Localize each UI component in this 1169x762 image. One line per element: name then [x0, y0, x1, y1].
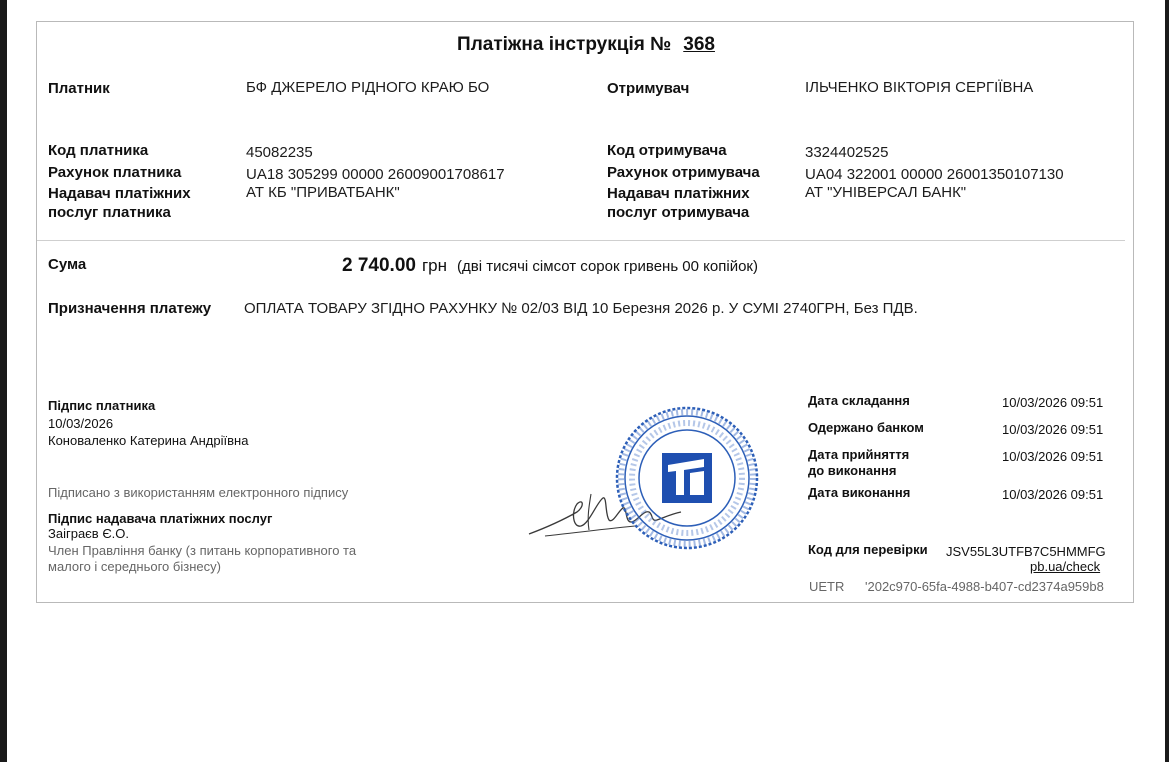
executed-date-label: Дата виконання — [808, 485, 911, 500]
recipient-code-value: 3324402525 — [805, 144, 889, 161]
payer-bank-value: АТ КБ "ПРИВАТБАНК" — [246, 184, 400, 201]
provider-role-line2: малого і середнього бізнесу) — [48, 559, 221, 574]
received-date-label: Одержано банком — [808, 420, 924, 435]
screen-edge-right — [1165, 0, 1169, 762]
e-signature-note: Підписано з використанням електронного підпису — [48, 485, 349, 500]
purpose-value: ОПЛАТА ТОВАРУ ЗГІДНО РАХУНКУ № 02/03 ВІД 10 Березня 2026 р. У СУМІ 2740ГРН, Без ПДВ. — [244, 300, 918, 317]
recipient-account-label: Рахунок отримувача — [607, 164, 760, 181]
provider-signature-name: Заіграєв Є.О. — [48, 526, 130, 541]
bank-stamp — [612, 403, 762, 553]
payer-signature-date: 10/03/2026 — [48, 416, 114, 431]
uetr-label: UETR — [809, 579, 845, 594]
recipient-label: Отримувач — [607, 80, 690, 97]
payer-code-value: 45082235 — [246, 144, 313, 161]
sum-label: Сума — [48, 256, 87, 273]
payer-bank-label-line1: Надавач платіжних — [48, 185, 191, 202]
check-code-label: Код для перевірки — [808, 542, 928, 557]
recipient-bank-label-line2: послуг отримувача — [607, 204, 750, 221]
payer-bank-label-line2: послуг платника — [48, 204, 171, 221]
uetr-value: '202c970-65fa-4988-b407-cd2374a959b8 — [865, 579, 1104, 594]
accepted-date-label-line1: Дата прийняття — [808, 447, 910, 462]
screen-edge-left — [0, 0, 7, 762]
payer-account-value: UA18 305299 00000 26009001708617 — [246, 166, 505, 183]
sum-currency: грн — [421, 256, 448, 275]
payment-instruction-document — [36, 21, 1134, 603]
accepted-date-value: 10/03/2026 09:51 — [1002, 449, 1104, 464]
check-link[interactable]: pb.ua/check — [1030, 559, 1101, 574]
executed-date-value: 10/03/2026 09:51 — [1002, 487, 1104, 502]
recipient-value: ІЛЬЧЕНКО ВІКТОРІЯ СЕРГІЇВНА — [805, 79, 1034, 96]
payer-code-label: Код платника — [48, 142, 149, 159]
sum-line — [342, 255, 758, 277]
purpose-label: Призначення платежу — [48, 300, 212, 317]
payer-account-label: Рахунок платника — [48, 164, 182, 181]
section-divider — [37, 240, 1125, 241]
payer-signature-label: Підпис платника — [48, 398, 156, 413]
payer-value: БФ ДЖЕРЕЛО РІДНОГО КРАЮ БО — [246, 79, 490, 96]
recipient-account-value: UA04 322001 00000 26001350107130 — [805, 166, 1064, 183]
accepted-date-label-line2: до виконання — [808, 463, 897, 478]
check-code-value: JSV55L3UTFB7C5HMMFG — [946, 544, 1106, 559]
sum-in-words: (дві тисячі сімсот сорок гривень 00 копійок) — [457, 258, 758, 275]
document-title — [37, 34, 1135, 56]
payer-label: Платник — [48, 80, 110, 97]
created-date-label: Дата складання — [808, 393, 910, 408]
received-date-value: 10/03/2026 09:51 — [1002, 422, 1104, 437]
document-number: 368 — [683, 34, 715, 55]
title-text: Платіжна інструкція № — [457, 34, 672, 55]
provider-role-line1: Член Правління банку (з питань корпоративного та — [48, 543, 357, 558]
recipient-bank-label-line1: Надавач платіжних — [607, 185, 750, 202]
created-date-value: 10/03/2026 09:51 — [1002, 395, 1104, 410]
provider-signature-label: Підпис надавача платіжних послуг — [48, 511, 273, 526]
recipient-code-label: Код отримувача — [607, 142, 727, 159]
recipient-bank-value: АТ "УНІВЕРСАЛ БАНК" — [805, 184, 967, 201]
sum-amount: 2 740.00 — [342, 255, 416, 276]
payer-signature-name: Коноваленко Катерина Андріївна — [48, 433, 249, 448]
